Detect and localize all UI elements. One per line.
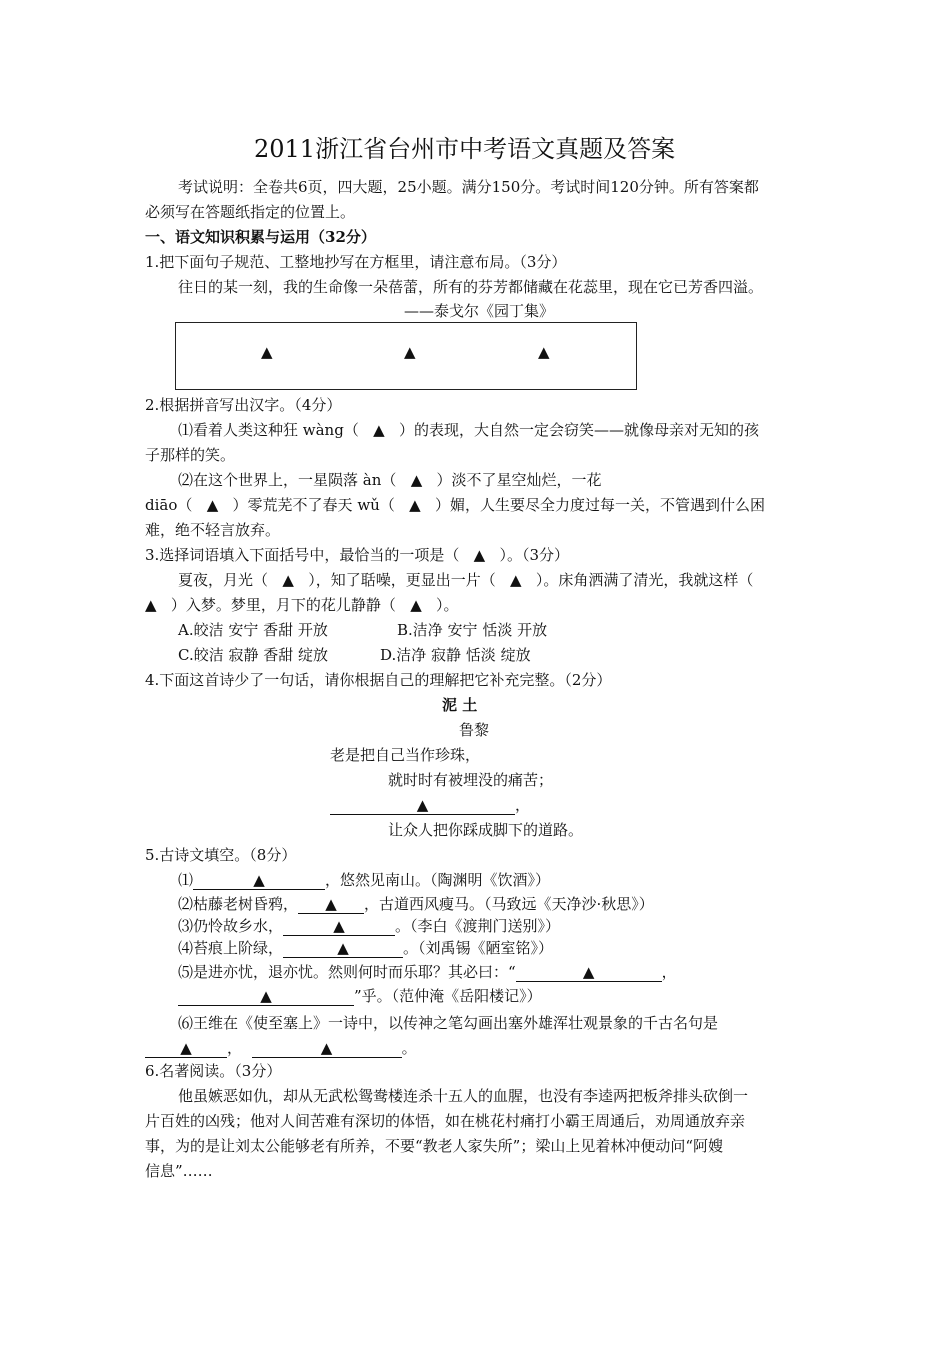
answer-blank-marker[interactable]: ▲ — [410, 471, 423, 489]
answer-blank-marker[interactable]: ▲ — [409, 496, 421, 514]
q1-source: ——泰戈尔《园丁集》 — [404, 302, 555, 320]
q6-passage-line-1: 他虽嫉恶如仇，却从无武松鸳鸯楼连杀十五人的血腥，也没有李逵两把板斧排头砍倒一 — [178, 1087, 749, 1105]
q3-text-line-1: 夏夜，月光（ ▲ ），知了聒噪，更显出一片（ ▲ ）。床角洒满了清光，我就这样（ — [178, 571, 754, 589]
answer-blank[interactable]: ▲ — [283, 939, 403, 958]
q1-prompt: 1.把下面句子规范、工整地抄写在方框里，请注意布局。（3分） — [145, 253, 567, 271]
q6-prompt: 6.名著阅读。（3分） — [145, 1062, 282, 1080]
answer-blank[interactable]: ▲ — [330, 796, 515, 815]
q2-prompt: 2.根据拼音写出汉字。（4分） — [145, 396, 342, 414]
answer-blank-marker[interactable]: ▲ — [373, 421, 385, 439]
q5-item-2: ⑵枯藤老树昏鸦， ▲ ，古道西风瘦马。（马致远《天净沙·秋思》） — [178, 895, 654, 913]
answer-blank[interactable]: ▲ — [178, 987, 354, 1006]
q5-item-4: ⑷苔痕上阶绿， ▲ 。（刘禹锡《陋室铭》） — [178, 939, 554, 957]
answer-blank[interactable]: ▲ — [252, 1039, 402, 1058]
q2-item-2-line-2: diāo（ ▲ ）零荒芜不了春天 wǔ（ ▲ ）媚，人生要尽全力度过每一关，不管遇到什么困 — [145, 496, 766, 514]
answer-blank-marker: ▲ — [261, 343, 273, 361]
q5-prompt: 5.古诗文填空。（8分） — [145, 846, 297, 864]
exam-instructions-line-1: 考试说明：全卷共6页，四大题，25小题。满分150分。考试时间120分钟。所有答案都 — [178, 178, 759, 196]
q1-quote: 往日的某一刻，我的生命像一朵蓓蕾，所有的芬芳都储藏在花蕊里，现在它已芳香四溢。 — [178, 278, 764, 296]
answer-blank[interactable]: ▲ — [193, 871, 325, 890]
poem-line-3: ▲ ， — [330, 795, 530, 815]
q2-item-2-line-3: 难，绝不轻言放弃。 — [145, 521, 281, 539]
q5-item-5-line-2: ▲ ”乎。（范仲淹《岳阳楼记》） — [178, 986, 542, 1006]
q3-prompt: 3.选择词语填入下面括号中，最恰当的一项是（ ▲ ）。（3分） — [145, 546, 570, 564]
section-1-heading: 一、语文知识积累与运用（32分） — [145, 228, 376, 246]
q3-option-a: A.皎洁 安宁 香甜 开放 — [178, 621, 328, 639]
q6-passage-line-3: 事，为的是让刘太公能够老有所养，不要“教老人家失所”；梁山上见着林冲便动问“阿嫂 — [145, 1137, 724, 1155]
answer-blank-marker[interactable]: ▲ — [410, 596, 422, 614]
poem-title: 泥 土 — [442, 696, 478, 714]
answer-blank-marker[interactable]: ▲ — [282, 571, 294, 589]
q2-item-1-line-2: 子那样的笑。 — [145, 446, 236, 464]
answer-blank-marker: ▲ — [538, 343, 550, 361]
answer-blank-marker[interactable]: ▲ — [473, 546, 486, 564]
answer-blank[interactable]: ▲ — [516, 963, 662, 982]
q3-option-b: B.洁净 安宁 恬淡 开放 — [397, 621, 548, 639]
q5-item-5-line-1: ⑸是进亦忧，退亦忧。然则何时而乐耶？其必曰：“ ▲ ， — [178, 963, 677, 981]
answer-blank-marker: ▲ — [404, 343, 416, 361]
answer-blank-marker[interactable]: ▲ — [510, 571, 522, 589]
q4-prompt: 4.下面这首诗少了一句话，请你根据自己的理解把它补充完整。（2分） — [145, 671, 612, 689]
poem-line-4: 让众人把你踩成脚下的道路。 — [388, 821, 584, 839]
q5-item-3: ⑶仍怜故乡水， ▲ 。（李白《渡荆门送别》） — [178, 917, 561, 935]
q5-item-1: ⑴ ▲ ，悠然见南山。（陶渊明《饮酒》） — [178, 871, 551, 889]
answer-blank[interactable]: ▲ — [283, 917, 395, 936]
q5-item-6-line-1: ⑹王维在《使至塞上》一诗中，以传神之笔勾画出塞外雄浑壮观景象的千古名句是 — [178, 1014, 719, 1032]
q2-item-1-line-1: ⑴看着人类这种狂 wàng（ ▲ ）的表现，大自然一定会窃笑——就像母亲对无知的孩 — [178, 421, 760, 439]
q6-passage-line-4: 信息”…… — [145, 1162, 213, 1180]
exam-instructions-line-2: 必须写在答题纸指定的位置上。 — [145, 203, 356, 221]
answer-blank-marker[interactable]: ▲ — [206, 496, 219, 514]
q3-option-c: C.皎洁 寂静 香甜 绽放 — [178, 646, 329, 664]
page-title: 2011浙江省台州市中考语文真题及答案 — [254, 135, 676, 163]
answer-blank-marker[interactable]: ▲ — [145, 596, 157, 614]
q5-item-6-line-2: ▲ ， ▲ 。 — [145, 1038, 417, 1058]
q3-option-d: D.洁净 寂静 恬淡 绽放 — [380, 646, 531, 664]
poem-line-2: 就时时有被埋没的痛苦； — [388, 771, 554, 789]
q2-item-2-line-1: ⑵在这个世界上，一星陨落 àn（ ▲ ）淡不了星空灿烂，一花 — [178, 471, 602, 489]
q1-answer-box[interactable] — [175, 322, 637, 390]
poem-author: 鲁黎 — [459, 721, 490, 739]
q3-text-line-2: ▲ ）入梦。梦里，月下的花儿静静（ ▲ ）。 — [145, 596, 459, 614]
q6-passage-line-2: 片百姓的凶残；他对人间苦难有深切的体悟，如在桃花村痛打小霸王周通后，劝周通放弃亲 — [145, 1112, 746, 1130]
answer-blank[interactable]: ▲ — [145, 1039, 227, 1058]
answer-blank[interactable]: ▲ — [298, 895, 364, 914]
poem-line-1: 老是把自己当作珍珠， — [330, 746, 481, 764]
